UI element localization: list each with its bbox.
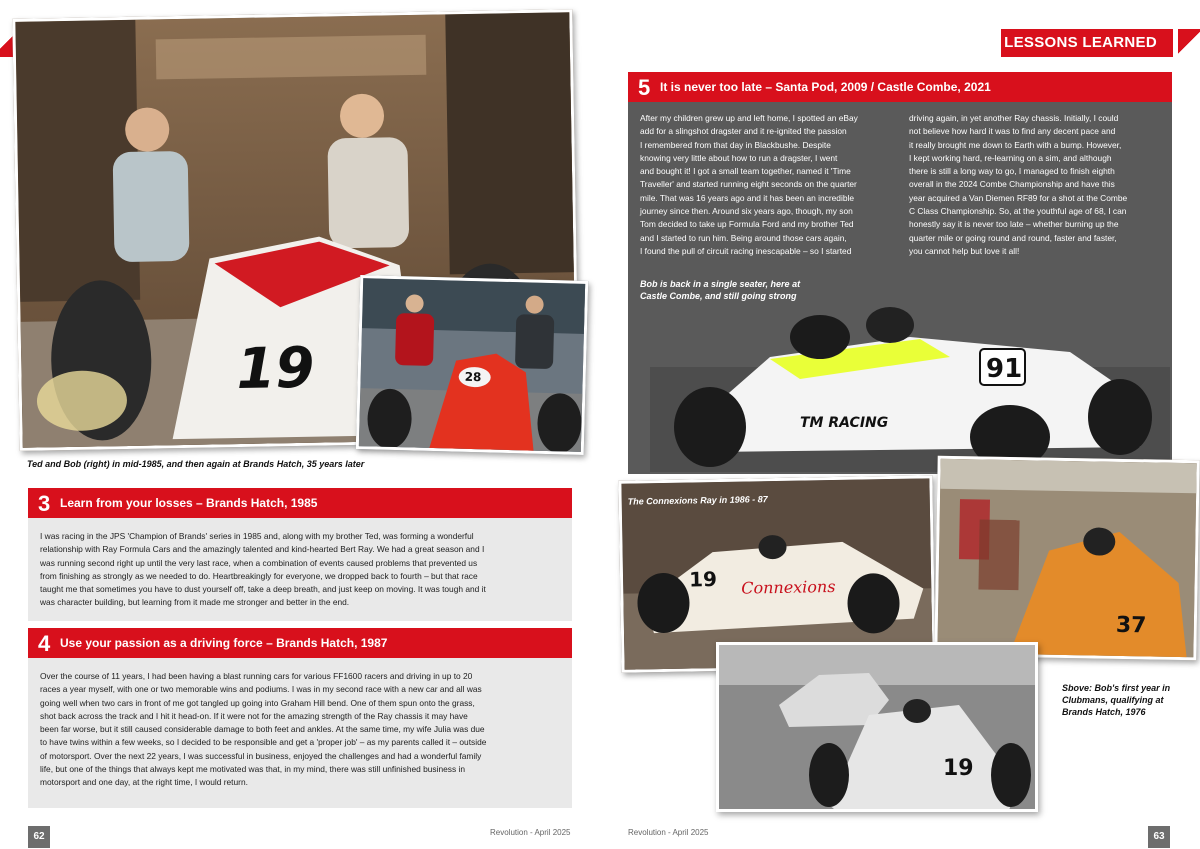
s5-col1-line: and bought it! I got a small team together, named it 'Time xyxy=(640,166,851,177)
section-4-line: been far worse, but it still caused considerable damage to both feet and ankles. At the same time, my wife Julia was due xyxy=(40,724,485,735)
s5-col2-line: not believe how hard it was to find any decent pace and xyxy=(909,126,1116,137)
section-4-title: Use your passion as a driving force – Brands Hatch, 1987 xyxy=(60,636,388,650)
section-4-line: races a year myself, with one or two memorable wins and podiums. I was in my second race with a new car and all was xyxy=(40,684,482,695)
tm-racing-livery: TM RACING xyxy=(800,415,889,431)
caption-connexions: The Connexions Ray in 1986 - 87 xyxy=(627,494,768,507)
section-4-line: shot back across the track and I hit it head-on. If it were not for the amazing strength of the Ray chassis it may have xyxy=(40,710,468,721)
section-4 xyxy=(28,628,572,808)
red-car-number: 28 xyxy=(464,369,482,385)
section-4-body xyxy=(40,670,560,790)
connexions-livery: Connexions xyxy=(741,576,836,598)
section-5-column-1 xyxy=(640,112,898,258)
page-number-left: 62 xyxy=(28,826,50,848)
photo-brands-hatch-35-years-later xyxy=(356,275,588,455)
s5-col2-line: you cannot help but love it all! xyxy=(909,245,1020,256)
s5-col1-line: I remembered from that day in Blackbushe. Despite xyxy=(640,139,831,150)
caption-single-seater: Bob is back in a single seater, here at Castle Combe, and still going strong xyxy=(640,279,801,301)
section-3-line: I was racing in the JPS 'Champion of Brands' series in 1985 and, along with my brother Ted, was forming a wonderful xyxy=(40,531,474,541)
photo-orange-car-lineup xyxy=(934,456,1199,661)
section-3-header xyxy=(28,488,572,518)
s5-col2-line: driving again, in yet another Ray chassis. Initially, I could xyxy=(909,113,1119,123)
section-4-line: life, but one of the things that always kept me motivated was that, in my mind, there was still unfinished business in xyxy=(40,764,466,775)
section-5-column-2 xyxy=(909,112,1167,258)
s5-col1-line: add for a slingshot dragster and it re-ignited the passion xyxy=(640,126,847,137)
section-4-line: to have twins within a few weeks, so I decided to be responsible and get a 'proper job' – as my parents called it – outside xyxy=(40,737,487,748)
caption-main-photo: Ted and Bob (right) in mid-1985, and then again at Brands Hatch, 35 years later xyxy=(27,459,365,469)
s5-col1-line: journey since then. Around six years ago, though, my son xyxy=(640,206,853,217)
s5-col1-line: I found the pull of circuit racing inescapable – so I started xyxy=(640,245,852,256)
s5-col2-line: C Class Championship. So, at the youthful age of 68, I can xyxy=(909,206,1127,217)
section-3 xyxy=(28,488,572,621)
s5-col2-line: overall in the 2024 Combe Championship and have this xyxy=(909,179,1115,190)
s5-col1-line: Tom decided to take up Formula Ford and my brother Ted xyxy=(640,219,854,230)
clubmans-image xyxy=(719,645,1038,812)
s5-col1-line: After my children grew up and left home, I spotted an eBay xyxy=(640,113,858,123)
footer-left-text: Revolution - April 2025 xyxy=(490,828,571,837)
section-4-line: Over the course of 11 years, I had been having a blast running cars for various FF1600 racers and driving in up to 20 xyxy=(40,671,473,681)
connexions-car-number: 19 xyxy=(688,567,718,592)
s5-col2-line: there is still a long way to go, I managed to finish eighth xyxy=(909,166,1115,177)
section-3-line: relationship with Ray Formula Cars and the amazingly talented and kind-hearted Bert Ray. We had a great season and I xyxy=(40,544,485,555)
photo-clubmans-1976 xyxy=(716,642,1038,812)
section-4-line: motorsport and one day, at the right time, I would return. xyxy=(40,777,248,788)
s5-col2-line: it really brought me down to Earth with a bump. However, xyxy=(909,139,1122,150)
section-4-header xyxy=(28,628,572,658)
section-3-line: from finishing as strongly as we needed to do. Heartbreakingly for everyone, we dropped back to fourth – but that race xyxy=(40,570,478,581)
section-4-line: going well when two cars in front of me got tangled up going into Graham Hill bend. One of them spun onto the grass, xyxy=(40,697,475,708)
red-car-image xyxy=(359,278,589,455)
footer-right-text: Revolution - April 2025 xyxy=(628,828,709,837)
section-4-line: of motorsport. Over the next 22 years, I was successful in business, enjoyed the challenges and had a wonderful family xyxy=(40,750,482,761)
s5-col1-line: knowing very little about how to run a dragster, I went xyxy=(640,152,838,163)
s5-col2-line: I kept working hard, re-learning on a sim, and although xyxy=(909,152,1112,163)
s5-col1-line: and I started to run him. Being around those cars again, xyxy=(640,232,847,243)
section-5-title: It is never too late – Santa Pod, 2009 / Castle Combe, 2021 xyxy=(660,80,991,94)
section-5 xyxy=(628,72,1172,474)
section-3-line: was running second right up until the very last race, when a combination of events caused problems that prevented us xyxy=(40,557,478,568)
tab-right-label: LESSONS LEARNED xyxy=(1004,34,1157,51)
section-3-title: Learn from your losses – Brands Hatch, 1985 xyxy=(60,496,318,510)
white-car-number: 91 xyxy=(986,354,1023,384)
white-single-seater-image xyxy=(650,277,1170,472)
old-car-number: 19 xyxy=(235,335,315,403)
page-number-right: 63 xyxy=(1148,826,1170,848)
section-4-number: 4 xyxy=(38,631,51,656)
orange-car-number: 37 xyxy=(1115,612,1147,639)
s5-col1-line: mile. That was 16 years ago and it has been an incredible xyxy=(640,192,855,203)
s5-col2-line: honestly say it is never too late – whether burning up the xyxy=(909,219,1119,230)
orange-car-image xyxy=(937,459,1200,660)
section-3-body xyxy=(40,530,560,610)
s5-col2-line: quarter mile or going round and round, faster and faster, xyxy=(909,232,1117,243)
tab-lessons-learned xyxy=(1001,29,1173,57)
caption-clubmans: Sbove: Bob's first year in Clubmans, qualifying at Brands Hatch, 1976 xyxy=(1062,683,1171,717)
section-3-number: 3 xyxy=(38,491,51,516)
section-3-line: taught me that sometimes you have to dust yourself off, take a deep breath, and just keep on moving. It was tough and it xyxy=(40,584,486,595)
s5-col1-line: Traveller' and started running eight seconds on the quarter xyxy=(640,179,857,190)
mono-car-number: 19 xyxy=(943,756,974,781)
section-3-line: was character building, but learning from it made me stronger and better in the end. xyxy=(40,597,350,608)
section-5-header xyxy=(628,72,1172,102)
corner-stripe xyxy=(1178,29,1200,57)
section-5-number: 5 xyxy=(638,75,651,100)
s5-col2-line: year acquired a Van Diemen RF89 for a shot at the Combe xyxy=(909,192,1128,203)
